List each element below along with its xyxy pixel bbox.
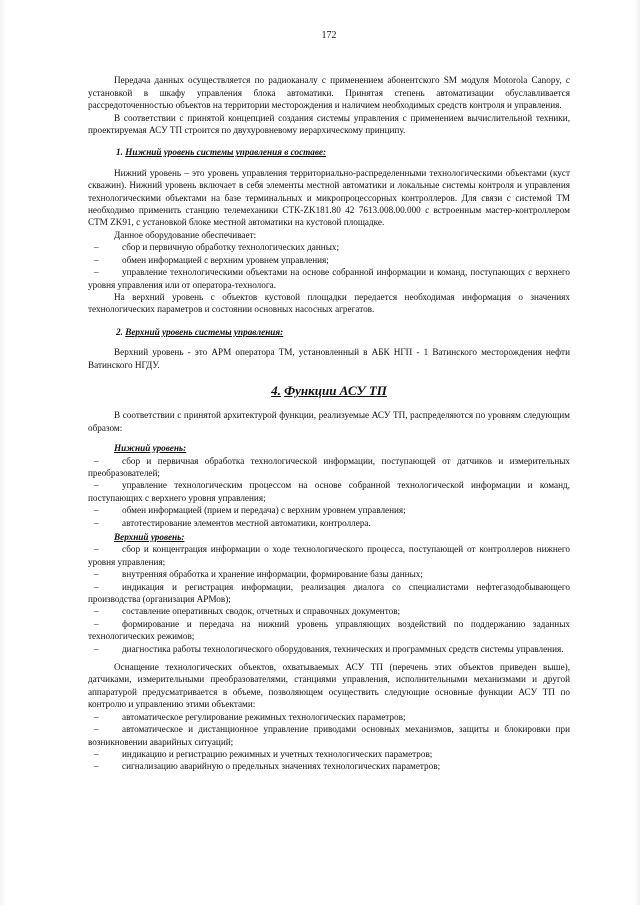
intro-paragraph-1: Передача данных осуществляется по радиоканалу с применением абонентского SM модуля Motorola Canopy, с установкой в шкафу управления блока автоматики. Принятая степень автоматизации обуславливается рассредоточенностью объектов на территории месторождения и наличием необходимых средств контроля и управления. <box>88 75 570 111</box>
list-item: – автоматическое регулирование режимных технологических параметров; <box>88 711 570 723</box>
section-1-heading <box>88 146 570 158</box>
dash-marker: – <box>94 517 99 528</box>
list-item: – сбор и первичную обработку технологических данных; <box>88 241 570 253</box>
list-item: – сбор и концентрация информации о ходе технологического процесса, поступающей от контроллеров нижнего уровня управления; <box>88 544 570 567</box>
dash-marker: – <box>94 455 99 466</box>
list-item: – составление оперативных сводок, отчетных и справочных документов; <box>88 605 570 617</box>
list-item: – сигнализацию аварийную о предельных значениях технологических параметров; <box>88 760 570 772</box>
section-2-paragraph: Верхний уровень - это АРМ оператора ТМ, установленный в АБК НГП - 1 Ватинского месторождения нефти Ватинского НГДУ. <box>88 347 570 370</box>
list-item: – автоматическое и дистанционное управление приводами основных механизмов, защиты и блокировки при возникновении аварийных ситуаций; <box>88 724 570 747</box>
dash-marker: – <box>94 267 99 278</box>
dash-marker: – <box>94 618 99 629</box>
equipment-paragraph: Оснащение технологических объектов, охватываемых АСУ ТП (перечень этих объектов приведен выше), датчиками, измерительными преобразователями, станциями управления, исполнительными механизмами и другой аппаратурой предусматривается в объеме, позволяющем осуществить следующие основные функции АСУ ТП по контролю и управлению этими объектами: <box>88 662 570 710</box>
dash-marker: – <box>94 643 99 654</box>
intro-paragraph-2: В соответствии с принятой концепцией создания системы управления с применением вычислительной техники, проектируемая АСУ ТП строится по двухуровневому иерархическому принципу. <box>88 112 570 136</box>
dash-marker: – <box>94 761 99 772</box>
section-1-paragraph: Нижний уровень – это уровень управления территориально-распределенными технологическими объектами (куст скважин). Нижний уровень включает в себя элементы местной автоматики и локальные системы контроля и управления технологическими объектами на базе терминальных и микропроцессорных контроллеров. Для связи с системой ТМ необходимо применить станцию телемеханики СТК-ZK181.80 42 7613.008.00.000 с встроенным мастер-контроллером СТМ ZK91, с установкой блоке местной автоматики на кустовой площадке. <box>88 167 570 228</box>
section-2-title: Верхний уровень системы управления: <box>125 326 284 337</box>
list-item: – индикация и регистрация информации, реализация диалога со специалистами нефтегазодобывающего производства (организация АРМов); <box>88 581 570 605</box>
dash-marker: – <box>94 711 99 722</box>
list-item: – управление технологическими объектами на основе собранной информации и команд, поступающих с верхнего уровня управления или от оператора-технолога. <box>88 267 570 290</box>
chapter-title <box>88 382 570 398</box>
section-2-heading <box>88 326 570 338</box>
list-item: – индикацию и регистрацию режимных и учетных технологических параметров; <box>88 748 570 760</box>
dash-marker: – <box>94 242 99 253</box>
lower-level-label: Нижний уровень: <box>114 443 187 454</box>
dash-marker: – <box>94 480 99 491</box>
dash-marker: – <box>94 606 99 617</box>
list-item: – автотестирование элементов местной автоматики, контроллера. <box>88 517 570 529</box>
list-item: – формирование и передача на нижний уровень управляющих воздействий по поддержанию заданных технологических режимов; <box>88 618 570 642</box>
list-item: – внутренняя обработка и хранение информации, формирование базы данных; <box>88 568 570 580</box>
list-item: – сбор и первичная обработка технологической информации, поступающей от датчиков и измерительных преобразователей; <box>88 455 570 478</box>
section-2-number: 2. <box>116 326 123 337</box>
section-1-title: Нижний уровень системы управления в составе: <box>125 147 327 158</box>
dash-marker: – <box>94 505 99 516</box>
chapter-title-text: Функции АСУ ТП <box>284 382 387 398</box>
list-item: – обмен информацией (прием и передача) с верхним уровнем управления; <box>88 504 570 516</box>
upper-level-label: Верхний уровень: <box>114 532 185 542</box>
section-1-closing: На верхний уровень с объектов кустовой площадки передается необходимая информация о значениях технологических параметров и состоянии основных насосных агрегатов. <box>88 291 570 315</box>
dash-marker: – <box>94 569 99 580</box>
functions-intro: В соответствии с принятой архитектурой функции, реализуемые АСУ ТП, распределяются по уровням следующим образом: <box>88 410 570 433</box>
section-1-number: 1. <box>116 147 123 158</box>
list-item: – управление технологическим процессом на основе собранной технологической информации и команд, поступающих с верхнего уровня управления; <box>88 480 570 503</box>
list-item: – обмен информацией с верхним уровнем управления; <box>88 254 570 266</box>
dash-marker: – <box>94 581 99 592</box>
dash-marker: – <box>94 748 99 759</box>
chapter-number: 4. <box>271 382 281 398</box>
dash-marker: – <box>94 254 99 265</box>
page-number: 172 <box>321 30 337 41</box>
list-item: – диагностика работы технологического оборудования, технических и программных средств системы управления. <box>94 643 564 654</box>
section-1-provides-label: Данное оборудование обеспечивает: <box>114 229 257 240</box>
dash-marker: – <box>94 544 99 555</box>
dash-marker: – <box>94 724 99 735</box>
